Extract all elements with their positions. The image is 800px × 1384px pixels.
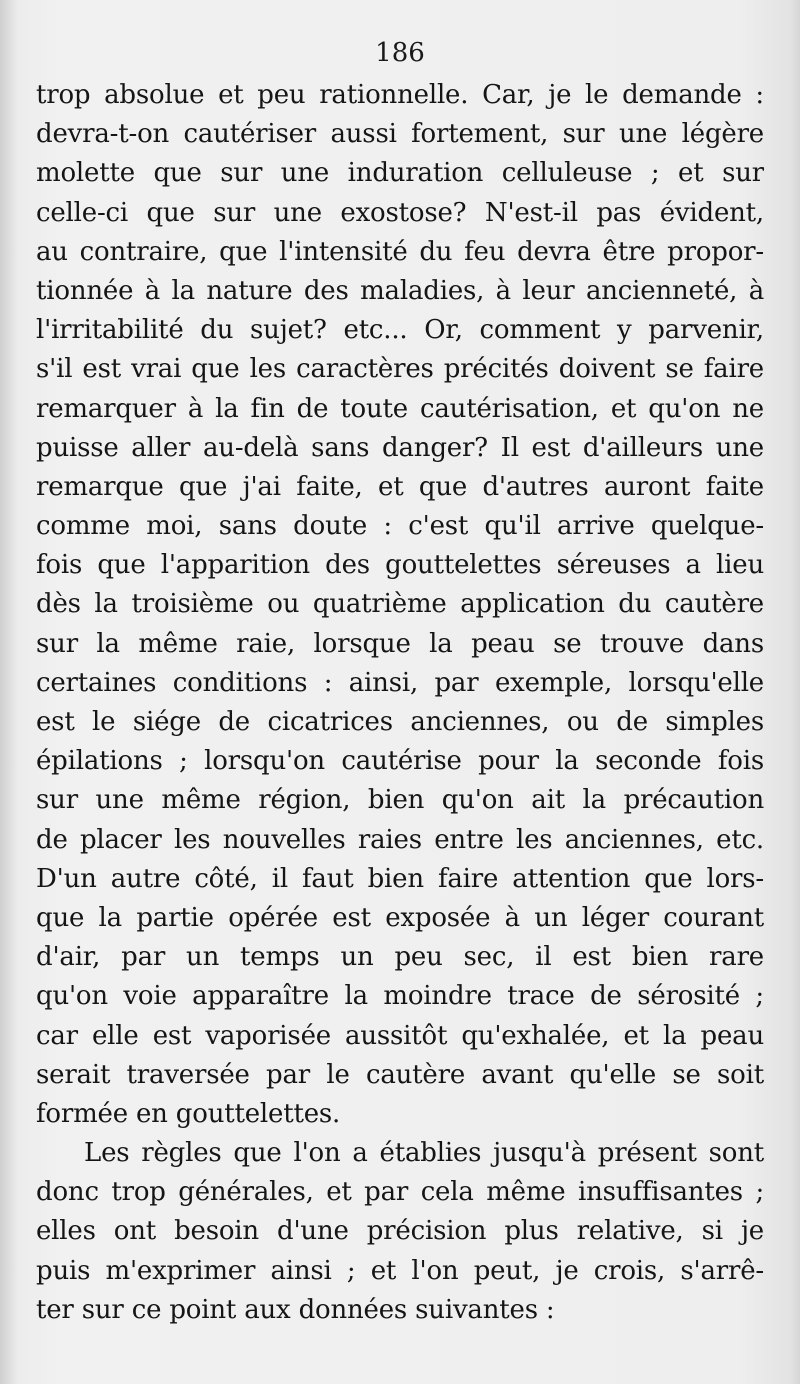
- text-line: l'irritabilité du sujet? etc... Or, comment y parvenir,: [36, 315, 764, 346]
- text-line: d'air, par un temps un peu sec, il est bien rare: [36, 942, 764, 973]
- text-line: donc trop générales, et par cela même insuffisantes ;: [36, 1177, 764, 1208]
- text-line: que la partie opérée est exposée à un léger courant: [36, 902, 764, 933]
- text-line: puisse aller au-delà sans danger? Il est d'ailleurs une: [36, 432, 764, 463]
- text-line: molette que sur une induration celluleuse ; et sur: [36, 158, 764, 189]
- text-line: formée en gouttelettes.: [36, 1098, 341, 1129]
- text-line: puis m'exprimer ainsi ; et l'on peut, je crois, s'arrê-: [36, 1255, 764, 1286]
- text-line: devra-t-on cautériser aussi fortement, sur une légère: [36, 119, 764, 150]
- text-line: épilations ; lorsqu'on cautérise pour la seconde fois: [36, 746, 764, 777]
- text-line: trop absolue et peu rationnelle. Car, je le demande :: [36, 80, 764, 110]
- text-line: car elle est vaporisée aussitôt qu'exhalée, et la peau: [36, 1020, 764, 1051]
- text-line: s'il est vrai que les caractères précités doivent se faire: [36, 354, 764, 385]
- text-line: remarquer à la fin de toute cautérisation, et qu'on ne: [36, 393, 764, 424]
- text-line: sur une même région, bien qu'on ait la précaution: [36, 785, 764, 816]
- text-line: sur la même raie, lorsque la peau se trouve dans: [36, 628, 764, 659]
- text-line: remarque que j'ai faite, et que d'autres auront faite: [36, 471, 764, 502]
- text-line: comme moi, sans doute : c'est qu'il arrive quelque-: [36, 511, 764, 542]
- paragraph: [36, 1134, 764, 1330]
- text-line: de placer les nouvelles raies entre les anciennes, etc.: [36, 824, 764, 855]
- text-line: elles ont besoin d'une précision plus relative, si je: [36, 1216, 764, 1247]
- text-line: D'un autre côté, il faut bien faire attention que lors-: [36, 863, 764, 894]
- paragraph: [36, 76, 764, 1134]
- text-line: celle-ci que sur une exostose? N'est-il pas évident,: [36, 197, 764, 228]
- text-line: est le siége de cicatrices anciennes, ou de simples: [36, 707, 764, 737]
- text-line: qu'on voie apparaître la moindre trace de sérosité ;: [36, 981, 764, 1012]
- text-line: dès la troisième ou quatrième application du cautère: [36, 589, 764, 620]
- text-line: au contraire, que l'intensité du feu devra être propor-: [36, 236, 764, 267]
- text-line: Les règles que l'on a établies jusqu'à présent sont: [84, 1138, 764, 1169]
- text-line: certaines conditions : ainsi, par exemple, lorsqu'elle: [36, 667, 764, 698]
- page-number: 186: [375, 38, 425, 68]
- text-line: ter sur ce point aux données suivantes :: [36, 1294, 555, 1325]
- text-line: fois que l'apparition des gouttelettes séreuses a lieu: [36, 550, 764, 581]
- text-line: tionnée à la nature des maladies, à leur ancienneté, à: [36, 275, 764, 306]
- text-line: serait traversée par le cautère avant qu'elle se soit: [36, 1059, 764, 1090]
- body-text: [36, 76, 764, 1330]
